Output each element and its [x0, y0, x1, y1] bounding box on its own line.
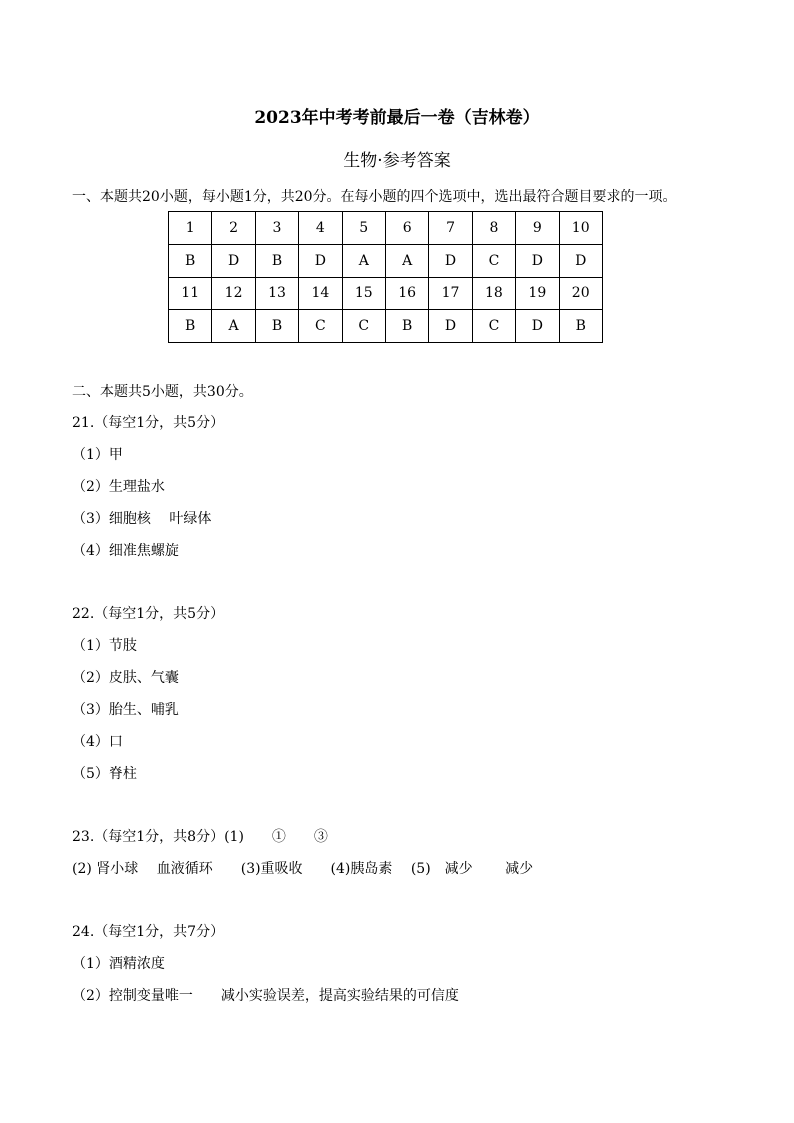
table-cell: C [299, 310, 342, 343]
table-cell: B [255, 244, 298, 277]
table-cell: D [212, 244, 255, 277]
q24-answer-1: （1）酒精浓度 [72, 956, 165, 972]
table-cell: 9 [516, 212, 559, 245]
table-cell: 10 [559, 212, 602, 245]
table-cell: D [559, 244, 602, 277]
table-cell: A [385, 244, 428, 277]
q23-line-1: 23.（每空1分，共8分）(1) ① ③ [72, 829, 328, 845]
table-cell: D [429, 310, 472, 343]
table-cell: 16 [385, 277, 428, 310]
table-cell: 4 [299, 212, 342, 245]
table-cell: B [559, 310, 602, 343]
table-cell: 8 [472, 212, 515, 245]
table-cell: C [342, 310, 385, 343]
q22-answer-2: （2）皮肤、气囊 [72, 670, 179, 686]
table-cell: C [472, 310, 515, 343]
table-row [169, 310, 603, 343]
table-cell: 17 [429, 277, 472, 310]
q22-answer-4: （4）口 [72, 734, 123, 750]
table-cell: 11 [169, 277, 212, 310]
q22-answer-1: （1）节肢 [72, 638, 137, 654]
q23-line-2: (2) 肾小球 血液循环 (3)重吸收 (4)胰岛素 (5) 减少 减少 [72, 861, 534, 877]
table-cell: 14 [299, 277, 342, 310]
answer-table [168, 211, 603, 343]
table-cell: B [255, 310, 298, 343]
table-cell: D [516, 310, 559, 343]
table-cell: 12 [212, 277, 255, 310]
table-row [169, 212, 603, 245]
q21-answer-2: （2）生理盐水 [72, 479, 165, 495]
table-cell: B [169, 244, 212, 277]
page-subtitle: 生物·参考答案 [343, 151, 451, 171]
q22-answer-3: （3）胎生、哺乳 [72, 702, 179, 718]
table-cell: 19 [516, 277, 559, 310]
q24-heading: 24.（每空1分，共7分） [72, 924, 225, 940]
table-cell: 5 [342, 212, 385, 245]
table-cell: 6 [385, 212, 428, 245]
table-cell: B [385, 310, 428, 343]
page-title: 2023年中考考前最后一卷（吉林卷） [254, 108, 540, 128]
q24-answer-2: （2）控制变量唯一 减小实验误差，提高实验结果的可信度 [72, 988, 459, 1004]
table-cell: 1 [169, 212, 212, 245]
table-cell: A [342, 244, 385, 277]
table-cell: 2 [212, 212, 255, 245]
table-cell: D [299, 244, 342, 277]
table-cell: 20 [559, 277, 602, 310]
q22-heading: 22.（每空1分，共5分） [72, 606, 225, 622]
section1-heading: 一、本题共20小题，每小题1分，共20分。在每小题的四个选项中，选出最符合题目要求的一项。 [72, 189, 677, 205]
q21-answer-4: （4）细准焦螺旋 [72, 543, 179, 559]
q21-answer-3: （3）细胞核 叶绿体 [72, 511, 212, 527]
q21-answer-1: （1）甲 [72, 447, 123, 463]
table-cell: 13 [255, 277, 298, 310]
table-cell: D [429, 244, 472, 277]
table-cell: 3 [255, 212, 298, 245]
q21-heading: 21.（每空1分，共5分） [72, 415, 225, 431]
table-cell: A [212, 310, 255, 343]
section2-heading: 二、本题共5小题，共30分。 [72, 384, 253, 400]
table-cell: D [516, 244, 559, 277]
table-cell: 15 [342, 277, 385, 310]
table-row [169, 244, 603, 277]
table-cell: C [472, 244, 515, 277]
table-cell: 18 [472, 277, 515, 310]
table-row [169, 277, 603, 310]
table-cell: 7 [429, 212, 472, 245]
q22-answer-5: （5）脊柱 [72, 766, 137, 782]
table-cell: B [169, 310, 212, 343]
